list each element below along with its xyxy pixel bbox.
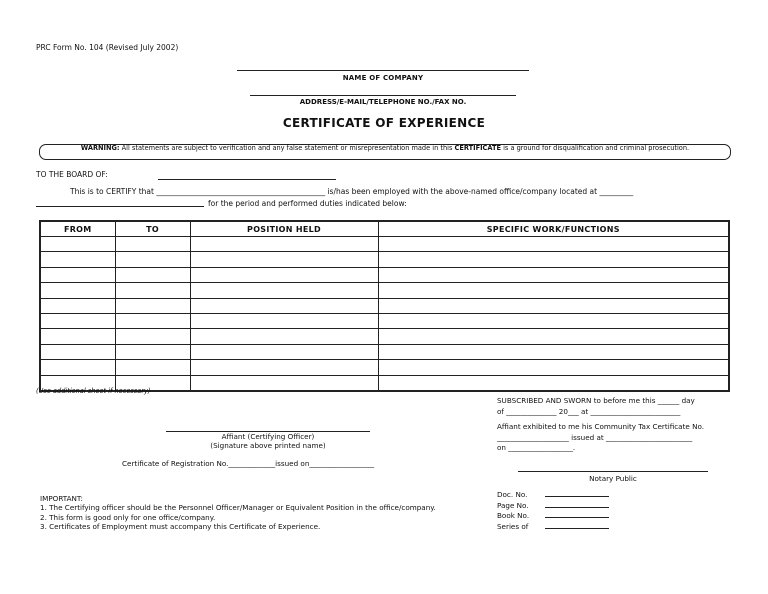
warning-cert-word: CERTIFICATE: [454, 144, 501, 152]
important-title: IMPORTANT:: [40, 494, 83, 503]
board-label: TO THE BOARD OF:: [36, 170, 108, 179]
functions-cell[interactable]: [378, 360, 729, 375]
board-line[interactable]: [158, 179, 336, 180]
notary-signature-line[interactable]: [518, 471, 708, 472]
position-cell[interactable]: [190, 329, 378, 344]
position-cell[interactable]: [190, 375, 378, 391]
certify-statement: This is to CERTIFY that _____________________________________________ is/has been employed with the above-named office/company located at _________: [70, 187, 634, 196]
sworn-line-1: SUBSCRIBED AND SWORN to before me this ______ day: [497, 396, 695, 405]
sworn-block: [497, 396, 695, 417]
ctc-line-3: on __________________.: [497, 443, 576, 452]
registration-text: Certificate of Registration No._____________issued on__________________: [122, 459, 375, 468]
warning-label: WARNING:: [80, 144, 120, 152]
from-cell[interactable]: [40, 360, 115, 375]
ctc-line-2: ____________________ issued at ________________________: [497, 432, 693, 442]
page-title: CERTIFICATE OF EXPERIENCE: [282, 116, 486, 130]
functions-cell[interactable]: [378, 237, 729, 252]
header-position: POSITION HELD: [190, 221, 378, 237]
from-cell[interactable]: [40, 313, 115, 328]
table-row: [40, 237, 729, 252]
address-line[interactable]: [250, 95, 516, 96]
warning-text-b: is a ground for disqualification and criminal prosecution.: [500, 144, 690, 152]
header-functions: SPECIFIC WORK/FUNCTIONS: [378, 221, 729, 237]
table-row: [40, 344, 729, 359]
experience-table: [39, 220, 730, 392]
doc-field-row: [497, 511, 609, 522]
functions-cell[interactable]: [378, 283, 729, 298]
functions-cell[interactable]: [378, 267, 729, 282]
important-item: 2. This form is good only for one office/company.: [40, 512, 216, 522]
doc-fields: [497, 490, 609, 532]
functions-cell[interactable]: [378, 313, 729, 328]
additional-sheet-note: (Use additional sheet if necessary): [36, 387, 151, 395]
series-of-line[interactable]: [545, 528, 609, 529]
ctc-line-1: Affiant exhibited to me his Community Tax Certificate No.: [497, 422, 705, 431]
book-no-label: Book No.: [497, 511, 530, 520]
company-name-label: NAME OF COMPANY: [342, 74, 424, 82]
doc-no-label: Doc. No.: [497, 490, 528, 499]
table-row: [40, 267, 729, 282]
position-cell[interactable]: [190, 267, 378, 282]
ctc-block: [497, 422, 704, 454]
to-cell[interactable]: [115, 298, 190, 313]
table-row: [40, 329, 729, 344]
functions-cell[interactable]: [378, 329, 729, 344]
functions-cell[interactable]: [378, 298, 729, 313]
doc-field-row: [497, 490, 609, 501]
affiant-label: [166, 433, 370, 450]
doc-no-line[interactable]: [545, 496, 609, 497]
series-of-label: Series of: [497, 521, 529, 531]
position-cell[interactable]: [190, 344, 378, 359]
location-line[interactable]: [36, 206, 204, 207]
header-to: TO: [115, 221, 190, 237]
page-no-label: Page No.: [497, 500, 529, 510]
position-cell[interactable]: [190, 283, 378, 298]
table-header-row: [40, 221, 729, 237]
position-cell[interactable]: [190, 252, 378, 267]
book-no-line[interactable]: [545, 517, 609, 518]
from-cell[interactable]: [40, 267, 115, 282]
to-cell[interactable]: [115, 252, 190, 267]
functions-cell[interactable]: [378, 375, 729, 391]
affiant-title: Affiant (Certifying Officer): [221, 432, 315, 441]
to-cell[interactable]: [115, 313, 190, 328]
from-cell[interactable]: [40, 344, 115, 359]
important-block: [40, 494, 436, 532]
important-item: 1. The Certifying officer should be the Personnel Officer/Manager or Equivalent Position in the office/company.: [40, 503, 436, 513]
to-cell[interactable]: [115, 329, 190, 344]
to-cell[interactable]: [115, 283, 190, 298]
notary-label: Notary Public: [589, 474, 637, 483]
position-cell[interactable]: [190, 360, 378, 375]
table-row: [40, 298, 729, 313]
doc-field-row: [497, 522, 609, 533]
address-label: ADDRESS/E-MAIL/TELEPHONE NO./FAX NO.: [299, 98, 467, 106]
functions-cell[interactable]: [378, 252, 729, 267]
to-cell[interactable]: [115, 267, 190, 282]
from-cell[interactable]: [40, 329, 115, 344]
important-item: 3. Certificates of Employment must accompany this Certificate of Experience.: [40, 522, 321, 532]
header-from: FROM: [40, 221, 115, 237]
affiant-sublabel: (Signature above printed name): [210, 440, 326, 450]
doc-field-row: [497, 501, 609, 512]
position-cell[interactable]: [190, 313, 378, 328]
from-cell[interactable]: [40, 283, 115, 298]
position-cell[interactable]: [190, 237, 378, 252]
from-cell[interactable]: [40, 298, 115, 313]
functions-cell[interactable]: [378, 344, 729, 359]
warning-box: [39, 144, 731, 160]
table-row: [40, 283, 729, 298]
page-no-line[interactable]: [545, 507, 609, 508]
table-body: [40, 237, 729, 391]
table-row: [40, 313, 729, 328]
company-name-line[interactable]: [237, 70, 529, 71]
sworn-line-2: of ______________ 20___ at _________________________: [497, 406, 681, 416]
warning-text-a: All statements are subject to verification and any false statement or misrepresentation made in this: [119, 144, 455, 152]
to-cell[interactable]: [115, 360, 190, 375]
position-cell[interactable]: [190, 298, 378, 313]
table-row: [40, 360, 729, 375]
table-row: [40, 252, 729, 267]
form-number: PRC Form No. 104 (Revised July 2002): [36, 43, 179, 52]
from-cell[interactable]: [40, 252, 115, 267]
warning-text: [48, 145, 722, 153]
to-cell[interactable]: [115, 344, 190, 359]
from-cell[interactable]: [40, 237, 115, 252]
to-cell[interactable]: [115, 237, 190, 252]
certify-statement-cont: for the period and performed duties indicated below:: [208, 199, 407, 208]
